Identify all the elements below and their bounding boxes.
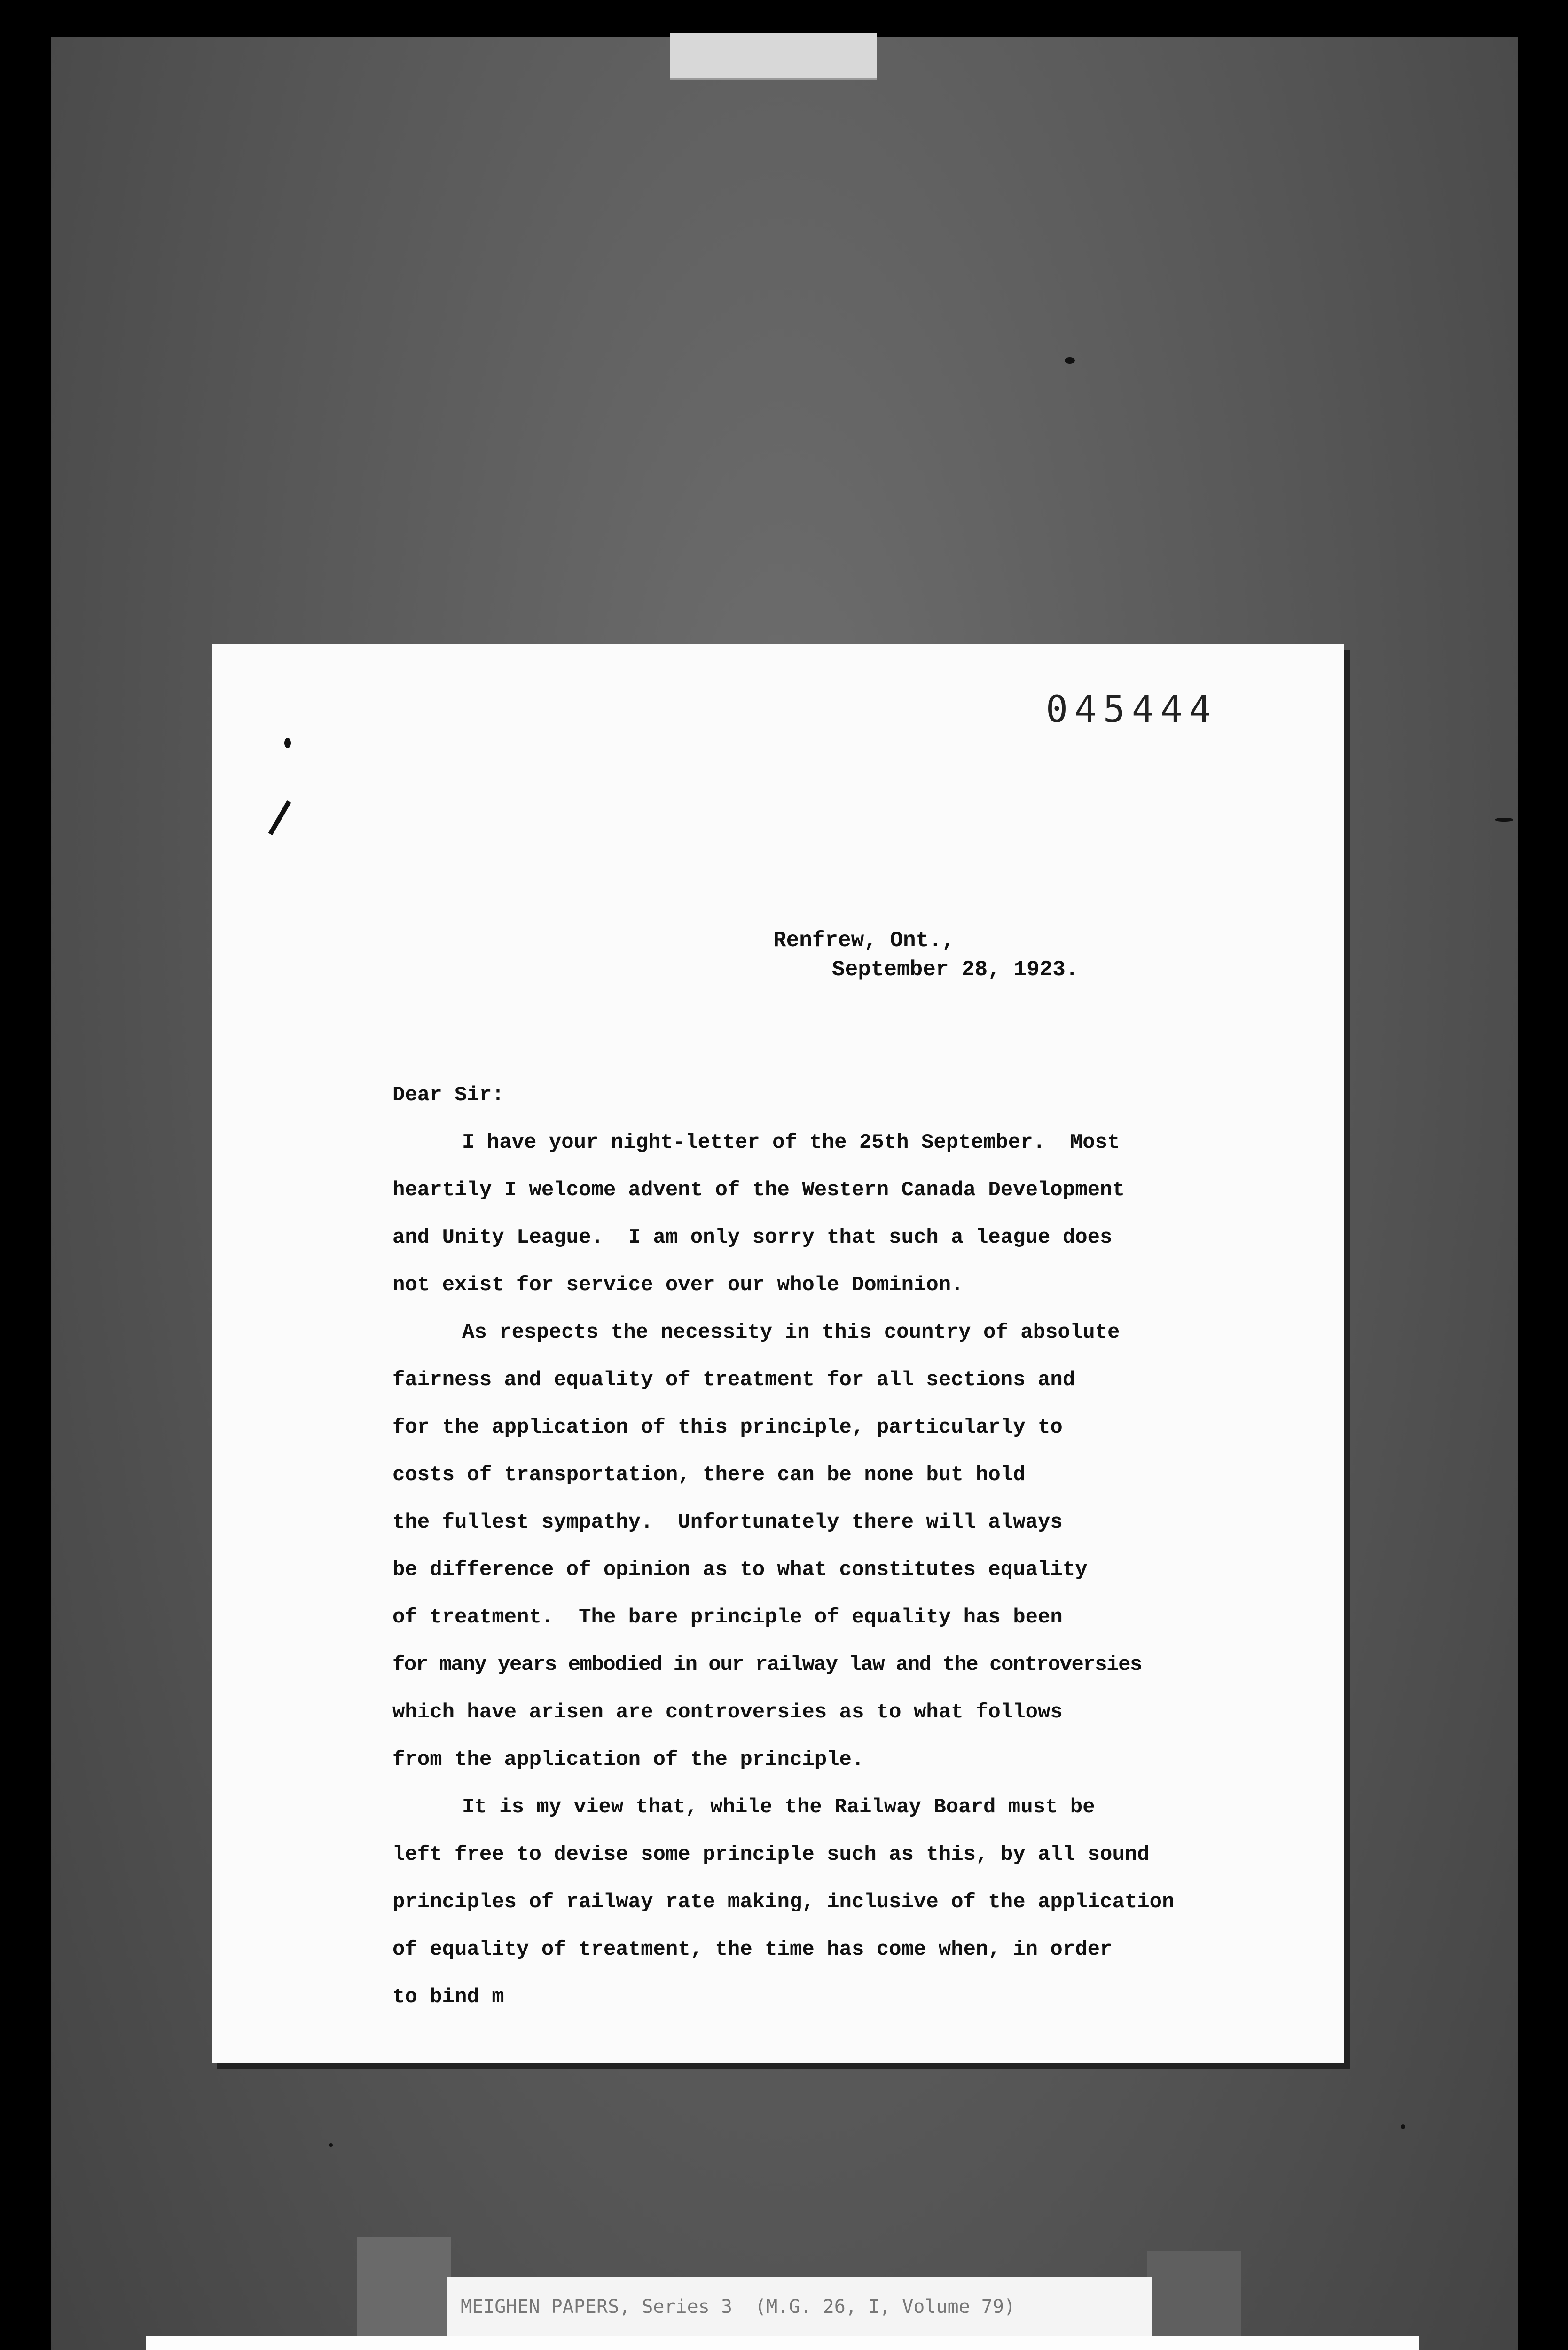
tape-strip-top — [670, 33, 877, 80]
body-line: for the application of this principle, particularly to — [392, 1416, 1063, 1439]
body-line: from the application of the principle. — [392, 1748, 864, 1771]
pen-mark — [284, 738, 291, 748]
address-city: Renfrew, Ont., — [773, 928, 955, 953]
letter-address — [773, 926, 1079, 984]
speck — [1495, 818, 1513, 822]
body-line: not exist for service over our whole Dominion. — [392, 1273, 964, 1297]
archive-card — [146, 2336, 1419, 2350]
body-line: which have arisen are controversies as to what follows — [392, 1700, 1063, 1724]
speck — [1401, 2124, 1405, 2129]
letter-page — [212, 644, 1344, 2063]
pen-mark — [268, 800, 291, 835]
speck — [329, 2143, 333, 2147]
tape-strip-right — [1147, 2251, 1241, 2350]
body-line: costs of transportation, there can be none but hold — [392, 1463, 1026, 1487]
body-line: for many years embodied in our railway law and the controversies — [392, 1653, 1142, 1676]
body-line: I have your night-letter of the 25th September. Most — [462, 1131, 1120, 1154]
body-line: It is my view that, while the Railway Board must be — [462, 1795, 1095, 1819]
body-line: of treatment. The bare principle of equality has been — [392, 1606, 1063, 1629]
collection-label-text: MEIGHEN PAPERS, Series 3 (M.G. 26, I, Volume 79) — [461, 2296, 1016, 2318]
body-line: principles of railway rate making, inclusive of the application — [392, 1890, 1175, 1914]
body-line: heartily I welcome advent of the Western Canada Development — [392, 1178, 1125, 1202]
body-line: left free to devise some principle such as this, by all sound — [392, 1843, 1150, 1866]
document-number: 045444 — [1046, 689, 1218, 731]
body-line: of equality of treatment, the time has come when, in order — [392, 1938, 1113, 1961]
body-line: to bind m — [392, 1985, 504, 2009]
letter-body — [392, 1072, 1314, 2021]
body-line: fairness and equality of treatment for all sections and — [392, 1368, 1075, 1392]
address-date: September 28, 1923. — [832, 957, 1079, 982]
body-line: and Unity League. I am only sorry that such a league does — [392, 1226, 1113, 1249]
speck — [1065, 357, 1075, 364]
salutation: Dear Sir: — [392, 1083, 504, 1107]
body-line: the fullest sympathy. Unfortunately there will always — [392, 1511, 1063, 1534]
body-line: As respects the necessity in this country of absolute — [462, 1321, 1120, 1344]
body-line: be difference of opinion as to what constitutes equality — [392, 1558, 1088, 1582]
tape-strip-left — [357, 2237, 451, 2350]
